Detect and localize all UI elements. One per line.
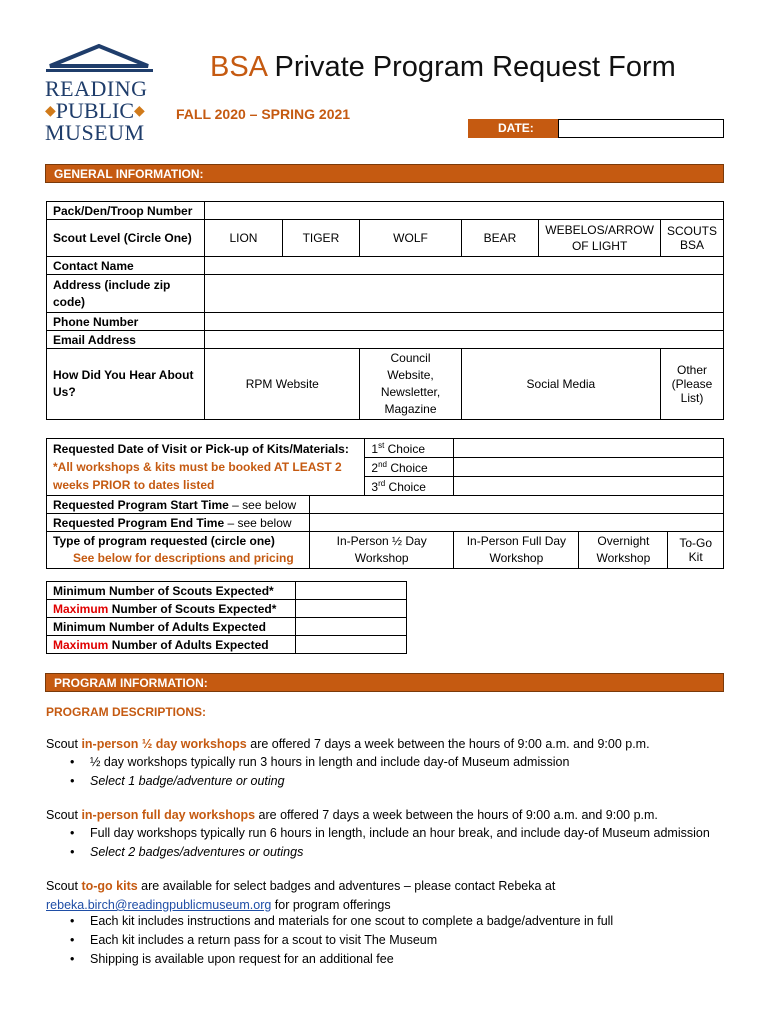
hear-option[interactable]: Council Website, Newsletter, Magazine — [360, 349, 462, 420]
togo-paragraph: Scout to-go kits are available for select badges and adventures – please contact Rebeka at rebeka.birch@readingpublicmuseum.org for program offerings — [46, 879, 556, 912]
phone-input[interactable] — [205, 313, 724, 331]
max-scouts-label: Maximum Number of Scouts Expected* — [47, 600, 296, 618]
min-adults-label: Minimum Number of Adults Expected — [47, 618, 296, 636]
date-label: DATE: — [468, 119, 558, 138]
choice-label: 1st Choice — [365, 439, 454, 458]
choice-input[interactable] — [454, 439, 724, 458]
level-option[interactable]: WEBELOS/ARROW OF LIGHT — [539, 220, 661, 257]
email-label: Email Address — [47, 331, 205, 349]
togo-bullets — [70, 912, 613, 969]
season-label: FALL 2020 – SPRING 2021 — [176, 106, 351, 122]
counts-table — [46, 581, 407, 654]
level-option[interactable]: WOLF — [360, 220, 462, 257]
choice-input[interactable] — [454, 477, 724, 496]
general-info-table — [46, 201, 724, 420]
half-day-bullets — [70, 753, 569, 791]
start-time-input[interactable] — [310, 496, 724, 514]
list-item: • Each kit includes instructions and materials for one scout to complete a badge/adventure in full — [70, 912, 613, 931]
list-item: • Select 2 badges/adventures or outings — [70, 843, 710, 862]
list-item: • Select 1 badge/adventure or outing — [70, 772, 569, 791]
title-prefix: BSA — [210, 51, 267, 83]
list-item: • Shipping is available upon request for an additional fee — [70, 950, 613, 969]
email-input[interactable] — [205, 331, 724, 349]
contact-label: Contact Name — [47, 257, 205, 275]
list-item: • Each kit includes a return pass for a scout to visit The Museum — [70, 931, 613, 950]
visit-date-cell — [47, 439, 365, 496]
level-option[interactable]: BEAR — [461, 220, 538, 257]
phone-label: Phone Number — [47, 313, 205, 331]
end-time-input[interactable] — [310, 514, 724, 532]
togo-highlight: to-go kits — [81, 879, 138, 893]
list-item: • ½ day workshops typically run 3 hours in length and include day-of Museum admission — [70, 753, 569, 772]
address-label: Address (include zip code) — [47, 275, 205, 313]
full-day-bullets — [70, 824, 710, 862]
logo-line-1: READING — [45, 76, 148, 101]
max-adults-label: Maximum Number of Adults Expected — [47, 636, 296, 654]
min-adults-input[interactable] — [296, 618, 407, 636]
address-input[interactable] — [205, 275, 724, 313]
contact-input[interactable] — [205, 257, 724, 275]
half-day-paragraph: Scout in-person ½ day workshops are offered 7 days a week between the hours of 9:00 a.m. and 9:00 p.m. — [46, 737, 650, 751]
program-info-heading: PROGRAM INFORMATION: — [45, 673, 724, 692]
min-scouts-input[interactable] — [296, 582, 407, 600]
full-day-highlight: in-person full day workshops — [81, 808, 256, 822]
visit-date-label: Requested Date of Visit or Pick-up of Kits/Materials: — [53, 442, 349, 456]
hear-label: How Did You Hear About Us? — [47, 349, 205, 420]
max-adults-input[interactable] — [296, 636, 407, 654]
visit-date-note: *All workshops & kits must be booked AT LEAST 2 weeks PRIOR to dates listed — [53, 460, 342, 492]
full-day-paragraph: Scout in-person full day workshops are offered 7 days a week between the hours of 9:00 a.m. and 9:00 p.m. — [46, 808, 658, 822]
type-option[interactable]: In-Person ½ Day Workshop — [310, 532, 454, 569]
min-scouts-label: Minimum Number of Scouts Expected* — [47, 582, 296, 600]
level-label: Scout Level (Circle One) — [47, 220, 205, 257]
choice-input[interactable] — [454, 458, 724, 477]
level-option[interactable]: SCOUTS BSA — [660, 220, 723, 257]
page-title — [210, 51, 676, 84]
general-info-heading: GENERAL INFORMATION: — [45, 164, 724, 183]
type-option[interactable]: Overnight Workshop — [579, 532, 668, 569]
type-option[interactable]: To-Go Kit — [668, 532, 724, 569]
level-option[interactable]: LION — [205, 220, 282, 257]
max-scouts-input[interactable] — [296, 600, 407, 618]
choice-label: 3rd Choice — [365, 477, 454, 496]
program-descriptions-heading: PROGRAM DESCRIPTIONS: — [46, 705, 207, 719]
contact-email-link[interactable]: rebeka.birch@readingpublicmuseum.org — [46, 898, 272, 912]
title-rest: Private Program Request Form — [266, 51, 676, 83]
hear-option[interactable]: RPM Website — [205, 349, 360, 420]
museum-logo — [42, 42, 157, 147]
logo-line-3: MUSEUM — [45, 120, 145, 145]
program-type-label: Type of program requested (circle one) See below for descriptions and pricing — [47, 532, 310, 569]
pack-input[interactable] — [205, 202, 724, 220]
end-time-label: Requested Program End Time – see below — [47, 514, 310, 532]
type-option[interactable]: In-Person Full Day Workshop — [454, 532, 579, 569]
date-input[interactable] — [558, 119, 724, 138]
choice-label: 2nd Choice — [365, 458, 454, 477]
logo-line-2: ◆PUBLIC◆ — [45, 98, 145, 123]
visit-table — [46, 438, 724, 569]
hear-option[interactable]: Other (Please List) — [660, 349, 723, 420]
level-option[interactable]: TIGER — [282, 220, 360, 257]
start-time-label: Requested Program Start Time – see below — [47, 496, 310, 514]
list-item: • Full day workshops typically run 6 hours in length, include an hour break, and include day-of Museum admission — [70, 824, 710, 843]
half-day-highlight: in-person ½ day workshops — [81, 737, 247, 751]
hear-option[interactable]: Social Media — [461, 349, 660, 420]
logo-line-2-text: PUBLIC — [55, 98, 135, 123]
pack-label: Pack/Den/Troop Number — [47, 202, 205, 220]
